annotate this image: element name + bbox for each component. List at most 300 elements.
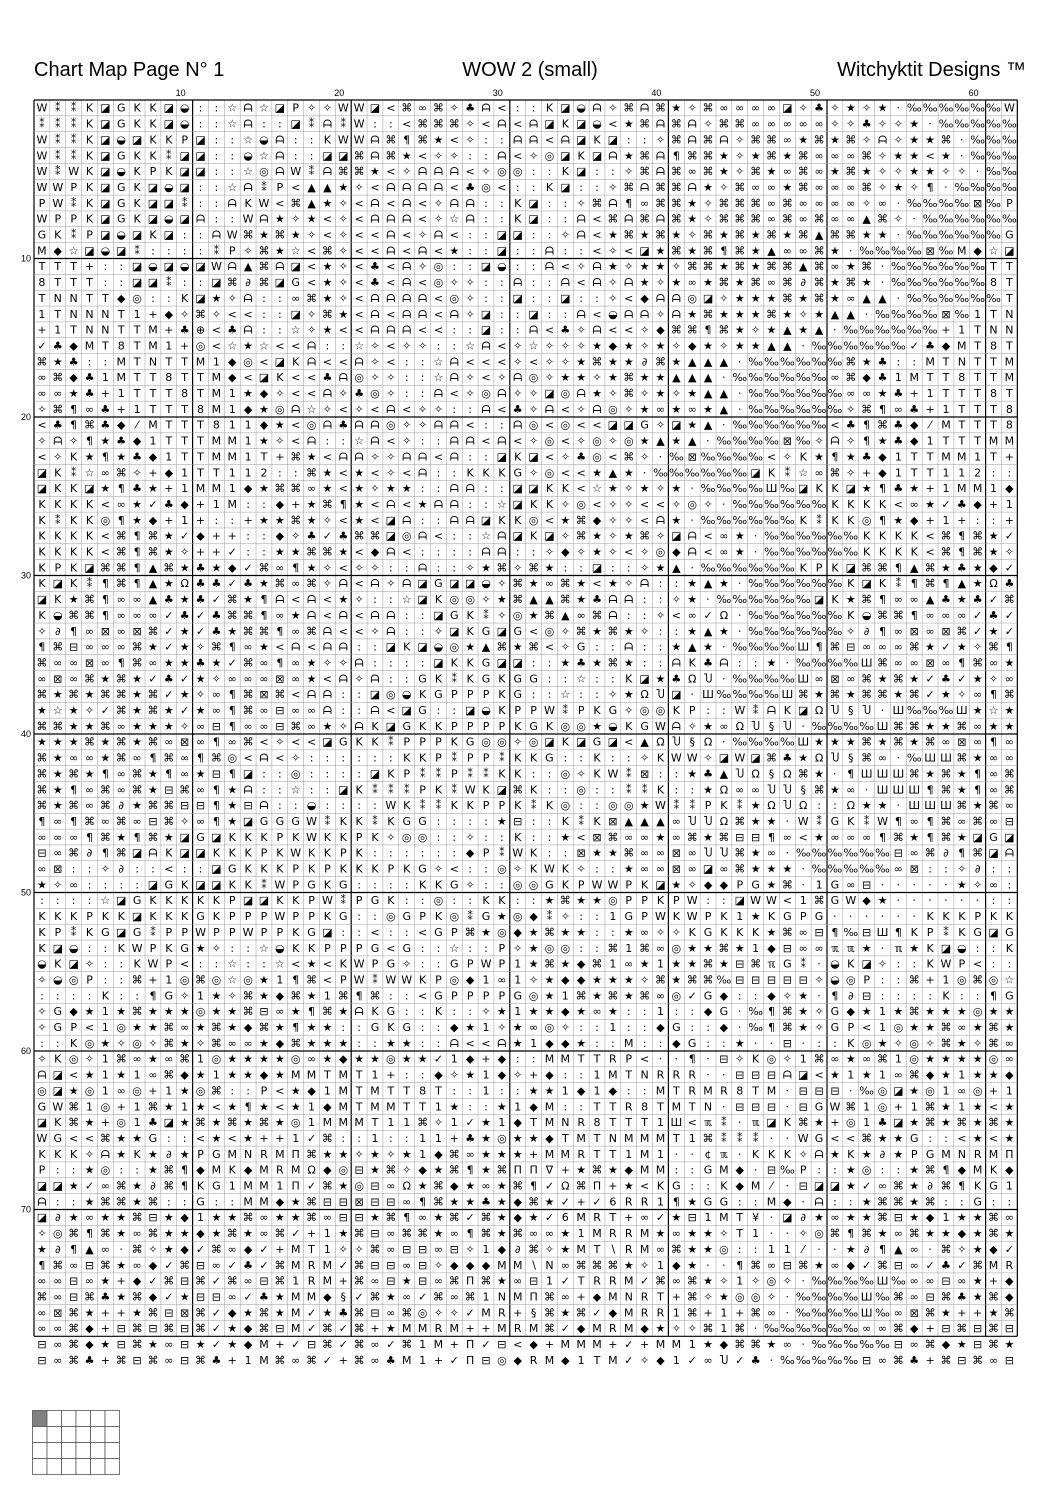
- stitch-symbol: ◪: [798, 704, 809, 718]
- stitch-symbol: ∞: [973, 688, 983, 702]
- stitch-symbol: ✓: [1004, 1242, 1014, 1256]
- stitch-symbol: ∞: [306, 482, 317, 496]
- stitch-symbol: ★: [718, 228, 729, 242]
- stitch-symbol: K: [498, 894, 506, 908]
- stitch-symbol: :: [690, 1005, 695, 1019]
- stitch-symbol: T: [752, 1084, 759, 1098]
- stitch-symbol: N: [69, 291, 78, 305]
- stitch-symbol: ✓: [164, 1258, 174, 1272]
- stitch-symbol: ▲: [783, 323, 792, 337]
- stitch-symbol: ᗩ: [1004, 846, 1014, 860]
- stitch-symbol: ⋅: [849, 910, 853, 924]
- stitch-symbol: ✧: [560, 624, 570, 638]
- stitch-symbol: W: [36, 133, 48, 147]
- stitch-symbol: ⌘: [559, 577, 571, 591]
- stitch-symbol: :: [595, 688, 599, 702]
- stitch-symbol: ᗩ: [259, 212, 269, 226]
- stitch-symbol: ¶: [672, 149, 680, 163]
- stitch-symbol: ★: [243, 1306, 254, 1320]
- stitch-symbol: ∞: [306, 704, 317, 718]
- stitch-symbol: ✓: [941, 497, 951, 511]
- stitch-symbol: ∞: [275, 608, 285, 622]
- stitch-symbol: ⌘: [432, 1195, 444, 1209]
- stitch-symbol: ✧: [322, 561, 333, 575]
- stitch-symbol: ⌘: [131, 1242, 143, 1256]
- stitch-symbol: ⌘: [813, 276, 825, 290]
- stitch-symbol: ᗩ: [306, 355, 317, 369]
- stitch-symbol: ✧: [624, 260, 634, 274]
- stitch-symbol: ✓: [338, 1322, 348, 1336]
- stitch-symbol: K: [514, 799, 522, 813]
- stitch-symbol: ∞: [655, 989, 666, 1003]
- stitch-symbol: :: [55, 1195, 60, 1209]
- stitch-symbol: ✧: [354, 672, 364, 686]
- stitch-symbol: ★: [576, 1163, 587, 1177]
- stitch-symbol: :: [309, 767, 314, 781]
- stitch-symbol: ✧: [354, 593, 364, 607]
- stitch-symbol: ‰: [668, 450, 684, 464]
- stitch-symbol: :: [468, 1100, 473, 1114]
- stitch-symbol: ✧: [655, 418, 666, 432]
- stitch-symbol: K: [371, 719, 379, 733]
- stitch-symbol: ∇: [545, 1163, 554, 1177]
- stitch-symbol: ★: [116, 1005, 127, 1019]
- stitch-symbol: N: [85, 323, 94, 337]
- stitch-symbol: ✧: [719, 339, 729, 353]
- stitch-symbol: ⋅: [753, 1163, 758, 1177]
- stitch-symbol: ‰: [811, 497, 827, 511]
- stitch-symbol: ⋅: [928, 1242, 932, 1256]
- stitch-symbol: P: [450, 719, 458, 733]
- stitch-symbol: ★: [687, 418, 698, 432]
- stitch-symbol: ✧: [386, 1147, 396, 1161]
- stitch-symbol: :: [420, 1036, 425, 1050]
- stitch-symbol: ★: [84, 688, 95, 702]
- stitch-symbol: ⋅: [801, 339, 805, 353]
- stitch-symbol: ✧: [180, 989, 190, 1003]
- stitch-symbol: ⌘: [591, 957, 603, 971]
- stitch-symbol: ⌘: [877, 1258, 889, 1272]
- stitch-symbol: ⌘: [765, 307, 777, 321]
- stitch-symbol: M: [227, 1147, 237, 1161]
- stitch-symbol: ◎: [243, 355, 253, 369]
- stitch-symbol: ᗩ: [640, 101, 650, 115]
- stitch-symbol: ★: [322, 276, 333, 290]
- stitch-symbol: ᗩ: [433, 165, 444, 179]
- stitch-symbol: ᗩ: [687, 133, 697, 147]
- stitch-symbol: ◆: [846, 1258, 856, 1272]
- stitch-symbol: ᗩ: [481, 101, 491, 115]
- stitch-symbol: ◪: [116, 244, 127, 258]
- stitch-symbol: ⌘: [131, 1322, 143, 1336]
- stitch-symbol: +: [227, 529, 237, 543]
- stitch-symbol: ✧: [354, 1242, 364, 1256]
- stitch-symbol: G: [973, 925, 982, 939]
- stitch-symbol: ★: [861, 228, 872, 242]
- stitch-symbol: Ⴎ: [656, 688, 665, 702]
- stitch-symbol: ★: [544, 989, 555, 1003]
- stitch-symbol: ✧: [37, 1052, 47, 1066]
- stitch-symbol: <: [69, 1068, 79, 1082]
- stitch-symbol: ¶: [70, 814, 78, 828]
- stitch-symbol: :: [626, 1021, 631, 1035]
- stitch-symbol: <: [624, 244, 634, 258]
- stitch-symbol: ✧: [703, 1290, 713, 1304]
- stitch-symbol: K: [165, 846, 173, 860]
- stitch-symbol: ⌘: [290, 196, 302, 210]
- stitch-symbol: W: [655, 910, 666, 924]
- stitch-symbol: ★: [227, 1052, 238, 1066]
- stitch-symbol: ‰: [970, 276, 986, 290]
- stitch-symbol: K: [38, 561, 46, 575]
- stitch-symbol: ◆: [925, 1211, 935, 1225]
- stitch-symbol: ⌘: [924, 1163, 936, 1177]
- stitch-symbol: ★: [370, 1052, 380, 1066]
- stitch-symbol: ⋅: [896, 228, 901, 242]
- stitch-symbol: ∞: [957, 814, 967, 828]
- stitch-symbol: 1: [181, 466, 189, 480]
- stitch-symbol: ‰: [732, 672, 748, 686]
- stitch-symbol: ⋅: [960, 894, 964, 908]
- stitch-symbol: ᗩ: [576, 212, 586, 226]
- stitch-symbol: ◪: [369, 688, 381, 702]
- stitch-symbol: ☆: [227, 117, 238, 131]
- stitch-symbol: K: [799, 513, 807, 527]
- stitch-symbol: W: [353, 117, 365, 131]
- stitch-symbol: ¶: [38, 1258, 46, 1272]
- stitch-symbol: <: [449, 387, 459, 401]
- stitch-symbol: ⌘: [306, 1195, 318, 1209]
- stitch-symbol: ★: [481, 925, 491, 939]
- stitch-symbol: 1: [593, 1084, 601, 1098]
- stitch-symbol: ★: [956, 878, 967, 892]
- stitch-symbol: 1: [244, 466, 252, 480]
- stitch-symbol: ∂: [974, 862, 981, 876]
- stitch-symbol: P: [260, 925, 268, 939]
- stitch-symbol: 8: [212, 418, 220, 432]
- stitch-symbol: K: [38, 941, 46, 955]
- stitch-symbol: ★: [845, 1242, 856, 1256]
- stitch-symbol: M: [497, 1258, 507, 1272]
- stitch-symbol: ⌘: [988, 1021, 1000, 1035]
- stitch-symbol: T: [197, 418, 204, 432]
- stitch-symbol: K: [38, 513, 46, 527]
- stitch-symbol: ⋅: [706, 1068, 710, 1082]
- stitch-symbol: N: [1005, 323, 1014, 337]
- stitch-symbol: ∞: [909, 1290, 919, 1304]
- stitch-symbol: ▲: [719, 767, 729, 781]
- stitch-symbol: ◪: [68, 957, 79, 971]
- stitch-symbol: ⌘: [781, 212, 793, 226]
- stitch-symbol: G: [814, 910, 824, 924]
- stitch-symbol: ᗩ: [544, 244, 555, 258]
- stitch-symbol: ◎: [512, 165, 523, 179]
- stitch-symbol: :: [452, 894, 457, 908]
- stitch-symbol: ★: [798, 1021, 809, 1035]
- stitch-symbol: ✧: [640, 751, 650, 765]
- stitch-symbol: ★: [1004, 1021, 1015, 1035]
- stitch-symbol: ∞: [1004, 1052, 1014, 1066]
- stitch-symbol: :: [531, 180, 536, 194]
- stitch-symbol: ♣: [877, 1116, 888, 1130]
- stitch-symbol: K: [228, 830, 236, 844]
- stitch-symbol: ★: [734, 323, 745, 337]
- stitch-symbol: :: [357, 910, 361, 924]
- stitch-symbol: ¶: [276, 624, 284, 638]
- stitch-symbol: ★: [449, 1100, 460, 1114]
- stitch-symbol: ᗩ: [386, 291, 396, 305]
- stitch-symbol: M: [766, 1084, 777, 1098]
- stitch-symbol: ★: [417, 1179, 428, 1193]
- stitch-symbol: 1: [577, 1227, 585, 1241]
- stitch-symbol: ⌘: [639, 989, 651, 1003]
- stitch-symbol: :: [484, 878, 488, 892]
- stitch-symbol: ♣: [1004, 577, 1015, 591]
- stitch-symbol: ★: [972, 1116, 983, 1130]
- stitch-symbol: <: [386, 165, 396, 179]
- stitch-symbol: ★: [116, 450, 127, 464]
- stitch-symbol: ★: [528, 941, 539, 955]
- stitch-symbol: <: [291, 371, 301, 385]
- stitch-symbol: ★: [243, 1116, 254, 1130]
- stitch-symbol: :: [404, 608, 409, 622]
- stitch-symbol: ★: [465, 1195, 476, 1209]
- stitch-symbol: K: [276, 894, 284, 908]
- stitch-symbol: ⌘: [829, 640, 841, 654]
- stitch-symbol: ‰: [764, 529, 779, 543]
- stitch-symbol: G: [592, 735, 602, 749]
- stitch-symbol: K: [561, 814, 569, 828]
- stitch-symbol: :: [388, 1131, 393, 1145]
- stitch-symbol: ⊟: [180, 1274, 190, 1288]
- stitch-symbol: ★: [1004, 1227, 1015, 1241]
- stitch-symbol: ♣: [243, 1258, 254, 1272]
- stitch-symbol: §: [848, 751, 854, 765]
- stitch-symbol: K: [38, 497, 46, 511]
- stitch-symbol: ♣: [972, 593, 983, 607]
- stitch-symbol: 8: [990, 339, 998, 353]
- stitch-symbol: ★: [639, 482, 650, 496]
- stitch-symbol: ✧: [893, 165, 903, 179]
- stitch-symbol: ★: [687, 957, 698, 971]
- stitch-symbol: P: [149, 165, 157, 179]
- stitch-symbol: ◪: [179, 149, 190, 163]
- stitch-symbol: :: [309, 783, 314, 797]
- stitch-symbol: ★: [925, 497, 936, 511]
- stitch-symbol: ★: [877, 672, 888, 686]
- stitch-symbol: ⌘: [877, 1195, 889, 1209]
- stitch-symbol: ⌘: [163, 1322, 175, 1336]
- stitch-symbol: ∂: [863, 1242, 870, 1256]
- stitch-symbol: ☆: [496, 497, 507, 511]
- stitch-symbol: :: [55, 894, 60, 908]
- stitch-symbol: <: [988, 1131, 999, 1145]
- stitch-symbol: ✧: [671, 260, 681, 274]
- stitch-symbol: Ш: [940, 799, 952, 813]
- stitch-symbol: ◆: [878, 450, 887, 464]
- stitch-symbol: ⊠: [84, 656, 95, 670]
- stitch-symbol: ⌘: [639, 149, 651, 163]
- stitch-symbol: ᗩ: [402, 450, 412, 464]
- stitch-symbol: M: [576, 1211, 586, 1225]
- stitch-symbol: 8: [38, 276, 46, 290]
- stitch-symbol: G: [116, 149, 126, 163]
- stitch-symbol: K: [545, 482, 554, 496]
- stitch-symbol: ‰: [922, 704, 938, 718]
- stitch-symbol: ⌘: [559, 894, 571, 908]
- stitch-symbol: T: [197, 450, 204, 464]
- stitch-symbol: W: [242, 925, 254, 939]
- stitch-symbol: +: [528, 1068, 539, 1082]
- stitch-symbol: G: [830, 894, 840, 908]
- stitch-symbol: ⌘: [432, 1179, 444, 1193]
- stitch-symbol: ‰: [779, 1322, 795, 1336]
- stitch-symbol: ⌘: [242, 228, 254, 242]
- stitch-symbol: 1: [656, 1005, 664, 1019]
- stitch-symbol: ‰: [795, 593, 811, 607]
- stitch-symbol: ✓: [592, 1306, 602, 1320]
- stitch-symbol: ‰: [811, 624, 827, 638]
- stitch-symbol: ★: [956, 640, 967, 654]
- stitch-symbol: ∞: [814, 941, 824, 955]
- stitch-symbol: ᗩ: [100, 1147, 110, 1161]
- stitch-symbol: +: [164, 482, 174, 496]
- stitch-symbol: ⋅: [738, 1147, 742, 1161]
- stitch-symbol: ♣: [703, 656, 713, 670]
- stitch-symbol: ★: [179, 624, 190, 638]
- stitch-symbol: ◪: [829, 1179, 841, 1193]
- stitch-symbol: ◪: [100, 228, 111, 242]
- stitch-symbol: ✧: [640, 339, 650, 353]
- stitch-symbol: M: [560, 1147, 571, 1161]
- stitch-symbol: ∞: [877, 1179, 888, 1193]
- stitch-symbol: <: [513, 117, 523, 131]
- stitch-symbol: ⌘: [226, 1274, 238, 1288]
- stitch-symbol: ‰: [716, 450, 732, 464]
- stitch-symbol: K: [228, 878, 236, 892]
- stitch-symbol: :: [579, 1100, 584, 1114]
- stitch-symbol: T: [165, 402, 173, 416]
- stitch-symbol: T: [181, 418, 189, 432]
- stitch-symbol: T: [54, 260, 62, 274]
- stitch-symbol: ∞: [893, 624, 903, 638]
- stitch-symbol: ★: [338, 545, 349, 559]
- stitch-symbol: :: [579, 799, 584, 813]
- stitch-symbol: G: [275, 814, 285, 828]
- stitch-symbol: 1: [879, 1005, 887, 1019]
- stitch-symbol: ✓: [687, 989, 697, 1003]
- stitch-symbol: ★: [576, 593, 587, 607]
- stitch-symbol: ★: [84, 767, 95, 781]
- stitch-symbol: ⌘: [528, 561, 540, 575]
- stitch-symbol: K: [783, 1147, 791, 1161]
- stitch-symbol: :: [373, 1036, 377, 1050]
- stitch-symbol: ⌘: [781, 260, 793, 274]
- stitch-symbol: ⋅: [896, 878, 901, 892]
- stitch-symbol: ◪: [496, 450, 508, 464]
- stitch-symbol: ⊠: [925, 656, 935, 670]
- stitch-symbol: :: [500, 1084, 504, 1098]
- stitch-symbol: K: [561, 862, 569, 876]
- stitch-symbol: :: [484, 276, 488, 290]
- stitch-symbol: ⋅: [722, 497, 726, 511]
- stitch-symbol: ∞: [655, 862, 666, 876]
- stitch-symbol: ⁑: [213, 244, 220, 258]
- stitch-symbol: P: [181, 925, 188, 939]
- stitch-symbol: :: [436, 1036, 441, 1050]
- stitch-symbol: Ω: [846, 799, 855, 813]
- stitch-symbol: <: [893, 497, 903, 511]
- stitch-symbol: ★: [163, 719, 174, 733]
- stitch-symbol: ⌘: [306, 466, 318, 480]
- stitch-symbol: ¶: [165, 767, 173, 781]
- stitch-symbol: ᗩ: [655, 165, 666, 179]
- stitch-symbol: §: [530, 1306, 537, 1320]
- stitch-symbol: ✧: [1004, 545, 1014, 559]
- stitch-symbol: ★: [845, 101, 856, 115]
- stitch-symbol: :: [500, 212, 504, 226]
- stitch-symbol: ◆: [243, 1242, 253, 1256]
- stitch-symbol: ◆: [767, 989, 776, 1003]
- stitch-symbol: ✧: [275, 434, 285, 448]
- stitch-symbol: ∂: [847, 989, 854, 1003]
- stitch-symbol: G: [402, 1021, 411, 1035]
- stitch-symbol: ★: [179, 1116, 190, 1130]
- stitch-symbol: 1: [181, 513, 189, 527]
- stitch-symbol: ◪: [449, 577, 460, 591]
- stitch-symbol: +: [211, 529, 221, 543]
- stitch-symbol: ★: [734, 545, 745, 559]
- stitch-symbol: K: [85, 165, 94, 179]
- stitch-symbol: +: [84, 260, 95, 274]
- stitch-symbol: ♣: [227, 323, 238, 337]
- stitch-symbol: W: [68, 165, 80, 179]
- stitch-symbol: ★: [385, 1290, 396, 1304]
- stitch-symbol: ◆: [1005, 1274, 1014, 1288]
- stitch-symbol: K: [593, 133, 601, 147]
- stitch-symbol: ‰: [811, 577, 827, 591]
- stitch-symbol: ‰: [938, 212, 954, 226]
- stitch-symbol: ‰: [938, 260, 954, 274]
- stitch-symbol: :: [214, 149, 219, 163]
- stitch-symbol: ⌘: [654, 101, 666, 115]
- stitch-symbol: ⌘: [68, 688, 80, 702]
- stitch-symbol: ᗩ: [465, 482, 475, 496]
- stitch-symbol: ⌘: [908, 973, 920, 987]
- stitch-symbol: P: [498, 957, 506, 971]
- stitch-symbol: ‰: [938, 276, 954, 290]
- stitch-symbol: ✓: [195, 1242, 206, 1256]
- stitch-symbol: ⌘: [972, 1258, 984, 1272]
- stitch-symbol: G: [719, 1195, 729, 1209]
- stitch-symbol: ⊟: [386, 1195, 396, 1209]
- stitch-symbol: ★: [100, 434, 111, 448]
- stitch-symbol: R: [498, 1306, 506, 1320]
- stitch-symbol: ⌘: [813, 291, 825, 305]
- stitch-symbol: :: [246, 1084, 250, 1098]
- stitch-symbol: ⌘: [654, 1274, 666, 1288]
- stitch-symbol: G: [116, 117, 126, 131]
- stitch-symbol: ⌘: [908, 719, 920, 733]
- stitch-symbol: ∞: [766, 212, 777, 226]
- stitch-symbol: :: [198, 117, 203, 131]
- stitch-symbol: ★: [623, 688, 634, 702]
- stitch-symbol: ★: [227, 1005, 238, 1019]
- stitch-symbol: ⌘: [258, 624, 270, 638]
- stitch-symbol: K: [244, 846, 252, 860]
- stitch-symbol: ★: [338, 1147, 349, 1161]
- stitch-symbol: P: [228, 894, 236, 908]
